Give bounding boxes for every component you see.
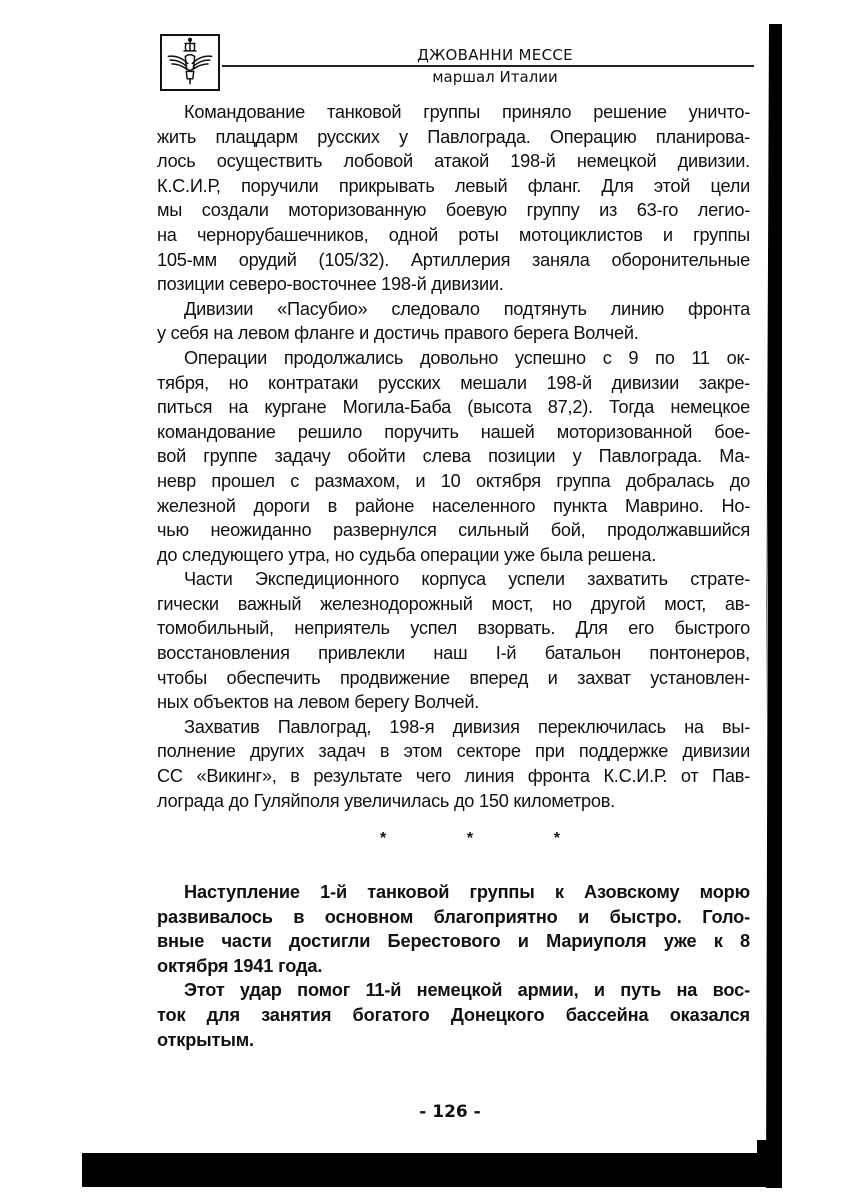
- text-line: К.С.И.Р, поручили прикрывать левый фланг. Для этой цели: [157, 175, 750, 196]
- page-number: - 126 -: [419, 1102, 481, 1122]
- body-text: [157, 100, 750, 813]
- text-line: лограда до Гуляйполя увеличилась до 150 километров.: [157, 790, 615, 811]
- text-line: СС «Викинг», в результате чего линия фронта К.С.И.Р. от Пав-: [157, 766, 750, 787]
- running-head-subtitle: маршал Италии: [432, 68, 558, 86]
- text-line: развивалось в основном благоприятно и быстро. Голо-: [157, 906, 750, 927]
- paragraph: [157, 715, 750, 813]
- text-line: позиции северо-восточнее 198-й дивизии.: [157, 274, 504, 295]
- separator-star: *: [466, 830, 474, 847]
- text-line: чтобы обеспечить продвижение вперед и захват установлен-: [157, 667, 750, 688]
- paragraph: [157, 346, 750, 567]
- text-line: Дивизии «Пасубио» следовало подтянуть линию фронта: [184, 298, 750, 319]
- text-line: ных объектов на левом берегу Волчей.: [157, 692, 480, 713]
- paragraph: [157, 297, 750, 346]
- text-line: жить плацдарм русских у Павлограда. Операцию планирова-: [157, 126, 750, 147]
- text-line: командование решило поручить нашей моторизованной бое-: [157, 421, 750, 442]
- text-line: до следующего утра, но судьба операции уже была решена.: [157, 544, 657, 565]
- text-line: Наступление 1-й танковой группы к Азовскому морю: [184, 882, 750, 902]
- text-line: Этот удар помог 11-й немецкой армии, и путь на вос-: [184, 980, 750, 1001]
- separator-star: *: [380, 830, 387, 847]
- text-line: железной дороги в районе населенного пункта Маврино. Но-: [157, 495, 750, 516]
- paragraph: [157, 978, 750, 1052]
- text-line: вные части достигли Берестового и Мариуполя уже к 8: [157, 931, 750, 952]
- text-line: полнение других задач в этом секторе при поддержке дивизии: [157, 741, 750, 762]
- text-line: лось осуществить лобовой атакой 198-й немецкой дивизии.: [157, 151, 750, 172]
- text-line: октября 1941 года.: [157, 955, 323, 976]
- coat-of-arms-icon: [160, 34, 220, 91]
- scan-shadow-right: [766, 24, 782, 1188]
- text-line: мы создали моторизованную боевую группу из 63-го легио-: [157, 200, 750, 221]
- text-line: невр прошел с размахом, и 10 октября группа добралась до: [157, 470, 750, 491]
- running-head-author: ДЖОВАННИ МЕССЕ: [417, 46, 573, 64]
- text-line: на чернорубашечников, одной роты мотоциклистов и группы: [157, 224, 750, 245]
- text-line: Операции продолжались довольно успешно с 9 по 11 ок-: [184, 347, 750, 368]
- text-line: Командование танковой группы приняло решение уничто-: [184, 102, 750, 122]
- text-line: чью неожиданно развернулся сильный бой, продолжавшийся: [157, 520, 750, 541]
- scan-shadow-bottom: [82, 1153, 782, 1187]
- text-line: у себя на левом фланге и достичь правого берега Волчей.: [157, 323, 639, 344]
- paragraph: [157, 100, 750, 297]
- text-line: томобильный, неприятель успел взорвать. Для его быстрого: [157, 618, 750, 639]
- section-separator: [380, 830, 560, 848]
- text-line: Части Экспедиционного корпуса успели захватить страте-: [184, 569, 750, 590]
- text-line: питься на кургане Могила-Баба (высота 87,2). Тогда немецкое: [157, 397, 750, 418]
- header-divider: [222, 65, 754, 67]
- separator-star: *: [553, 830, 560, 847]
- text-line: 105-мм орудий (105/32). Артиллерия заняла оборонительные: [157, 249, 750, 270]
- text-line: гически важный железнодорожный мост, но другой мост, ав-: [157, 593, 750, 614]
- text-line: Захватив Павлоград, 198-я дивизия переключилась на вы-: [184, 716, 750, 737]
- text-line: вой группе задачу обойти слева позиции у Павлограда. Ма-: [157, 446, 750, 467]
- text-line: ток для занятия богатого Донецкого бассейна оказался: [157, 1004, 750, 1025]
- text-line: тября, но контратаки русских мешали 198-й дивизии закре-: [157, 372, 750, 393]
- text-line: открытым.: [157, 1029, 254, 1050]
- bold-summary-text: [157, 880, 750, 1052]
- text-line: восстановления привлекли наш I-й батальон понтонеров,: [157, 643, 750, 664]
- paragraph: [157, 880, 750, 978]
- paragraph: [157, 567, 750, 715]
